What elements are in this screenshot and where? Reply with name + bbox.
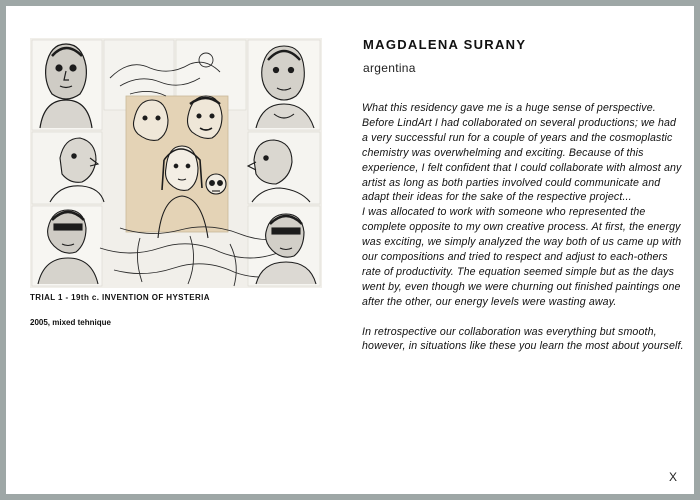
statement-paragraph: In retrospective our collaboration was everything but smooth, however, in situations like these you learn the most about yourself. bbox=[362, 325, 684, 353]
artwork-image bbox=[30, 38, 322, 288]
close-icon[interactable]: X bbox=[668, 470, 677, 484]
statement-paragraph: I was allocated to work with someone who represented the complete opposite to my own creative process. At first, the energy was exciting, we simply analyzed the way both of us came up with our compositions and tried to respect and adjust to each-others rate of productivity. The equation seemed simple but as the days went by, even though we were churning out finished paintings one after the other, our energy levels were wasting away. bbox=[362, 206, 682, 308]
artist-country: argentina bbox=[363, 61, 416, 75]
close-button[interactable] bbox=[664, 470, 682, 486]
artwork-title: TRIAL 1 - 19th c. INVENTION OF HYSTERIA bbox=[30, 293, 210, 302]
artist-name: MAGDALENA SURANY bbox=[363, 37, 527, 52]
artwork-year-technique: 2005, mixed tehnique bbox=[30, 318, 111, 327]
artist-statement bbox=[362, 101, 684, 354]
artist-detail-panel bbox=[6, 6, 694, 494]
statement-paragraph: What this residency gave me is a huge sense of perspective. Before LindArt I had collaborated on several productions; we had a very successful run for a couple of years and the cosmoplastic chemistry was overwhelming and exciting. Because of this experience, I felt confident that I could collaborate with almost any artist as long as both parties involved could communicate and adapt their ideas for the sake of the respective project... bbox=[362, 102, 682, 204]
